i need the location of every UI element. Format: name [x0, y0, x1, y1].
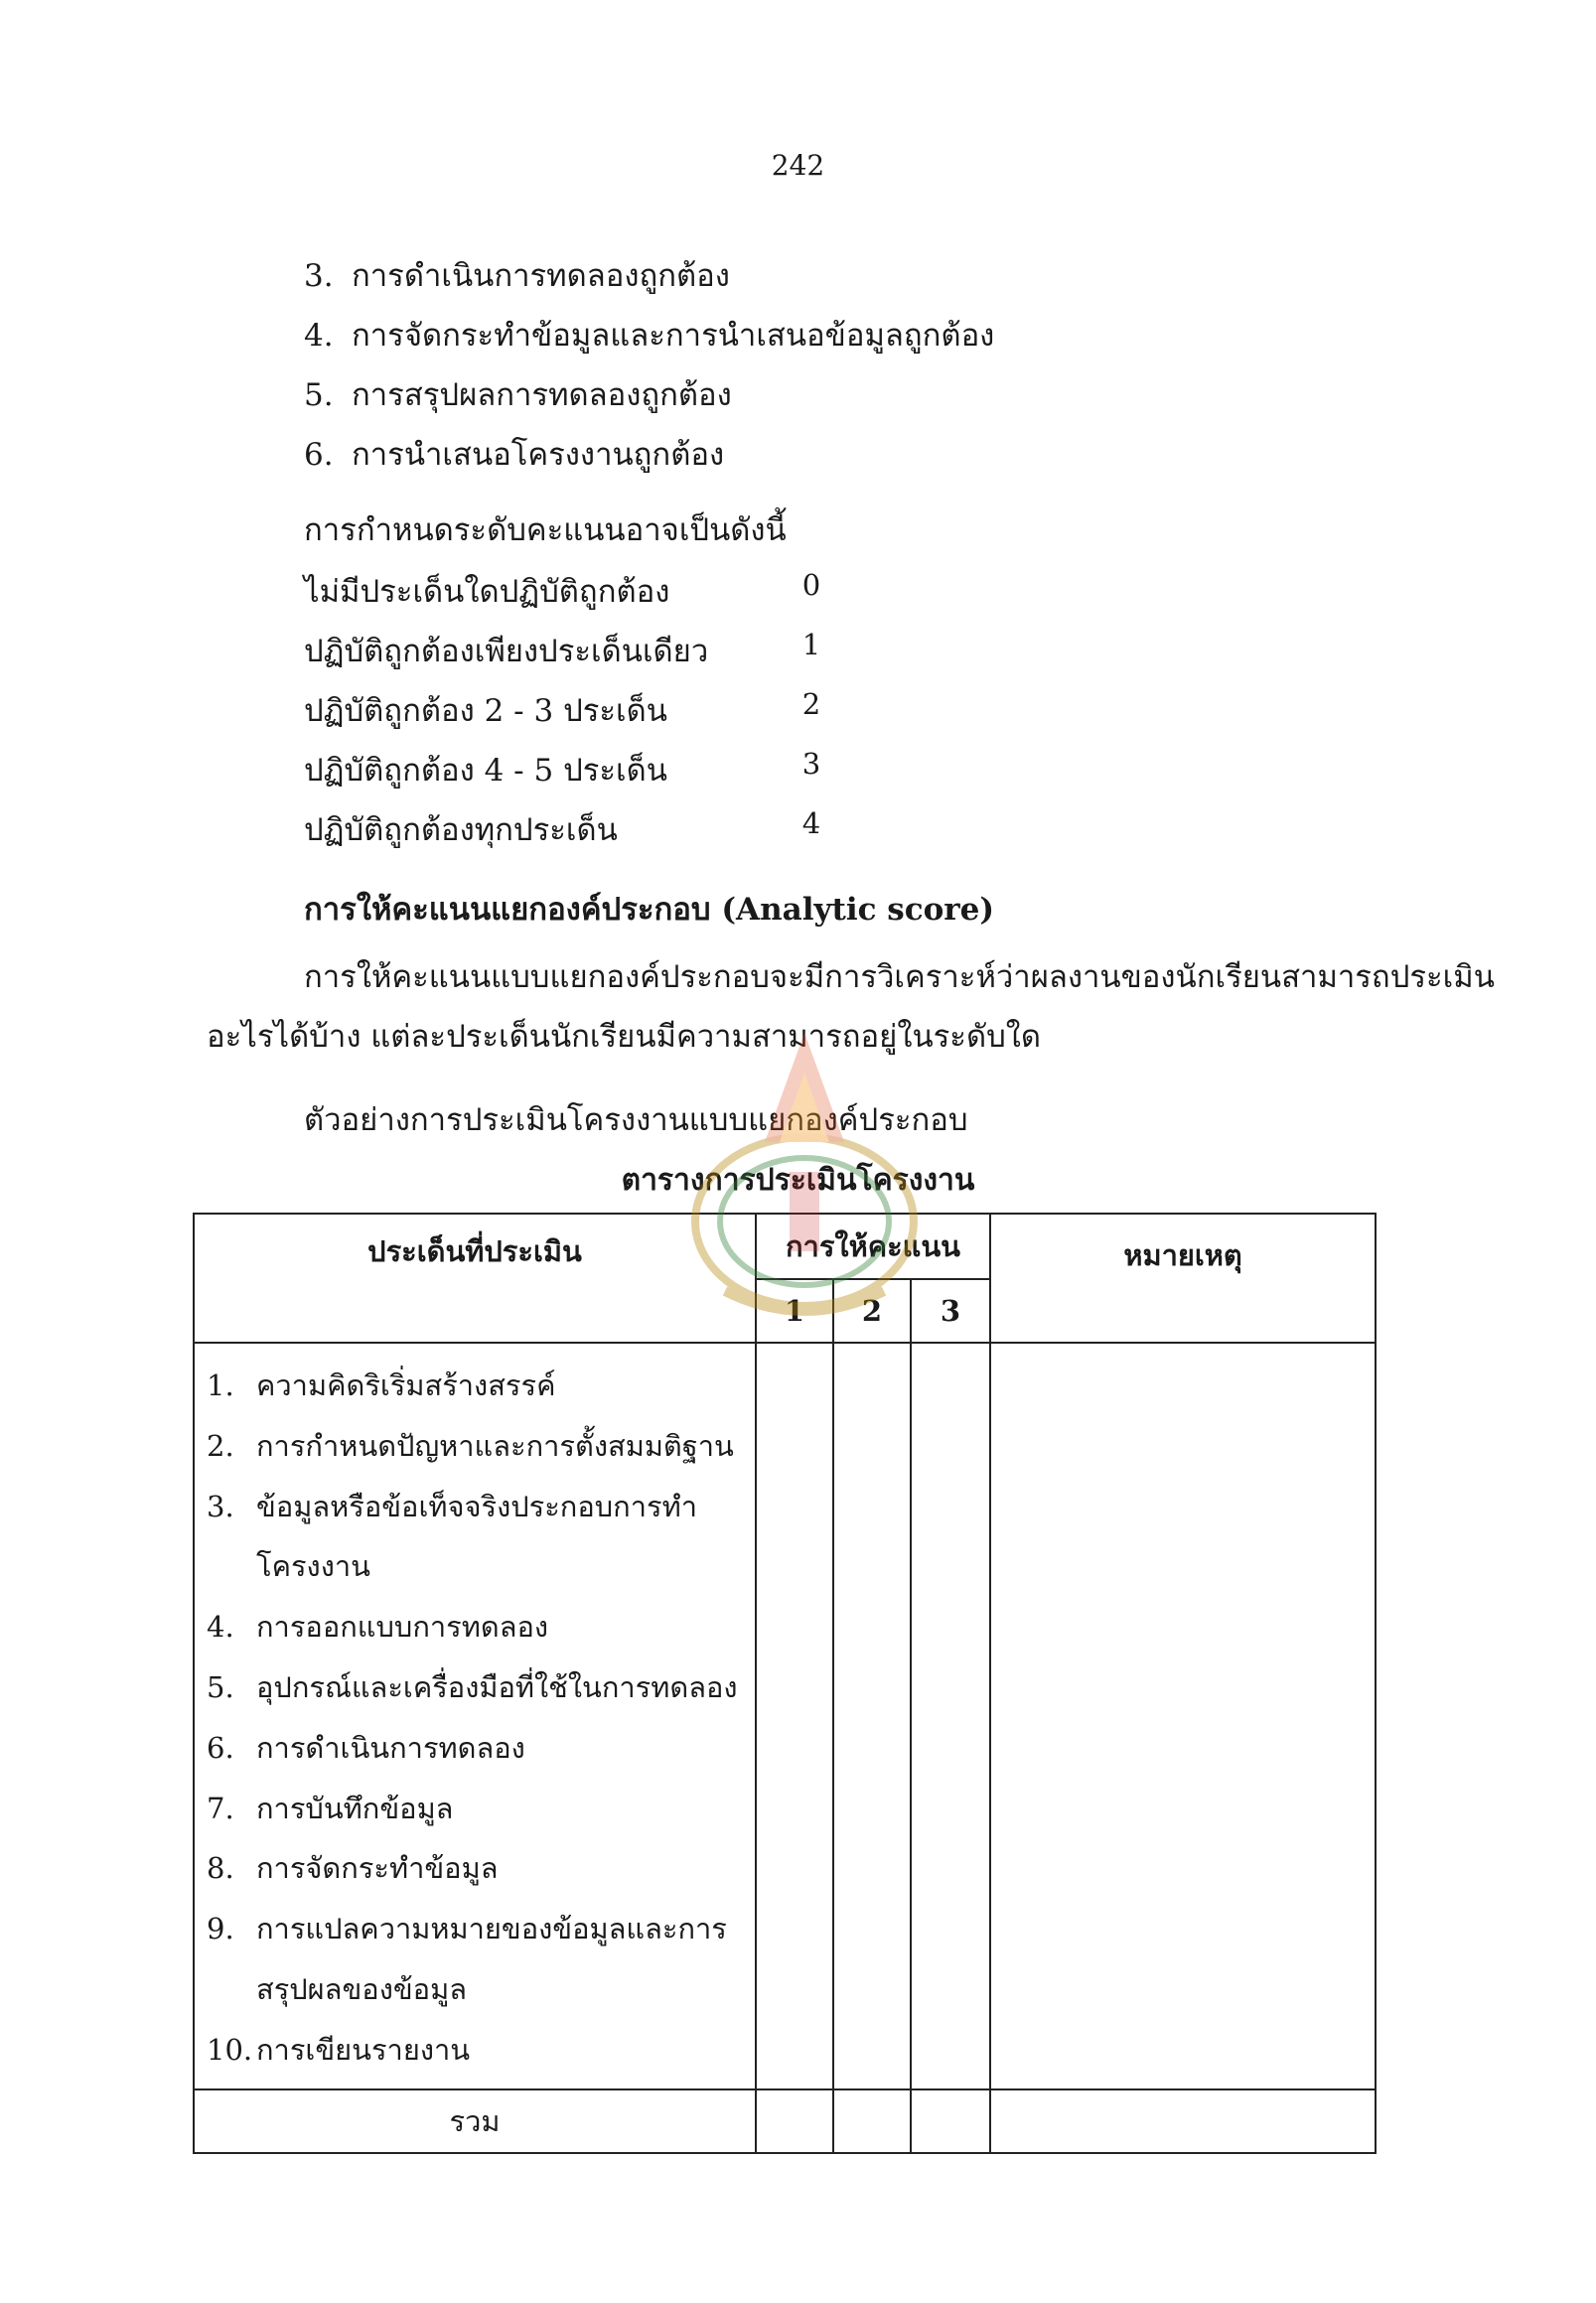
header-score-3: 3	[911, 1279, 990, 1343]
total-label: รวม	[194, 2089, 756, 2153]
score-cell[interactable]	[911, 1343, 990, 2089]
score-level-value: 2	[801, 687, 821, 721]
table-total-row	[194, 2089, 1376, 2153]
page-number: 242	[771, 149, 825, 182]
table-item	[207, 1416, 755, 1477]
score-cell[interactable]	[833, 1343, 911, 2089]
item-text: การแปลความหมายของข้อมูลและการ	[256, 1912, 727, 1946]
total-score-cell[interactable]	[756, 2089, 833, 2153]
item-text: การออกแบบการทดลอง	[256, 1610, 549, 1645]
item-text: อุปกรณ์และเครื่องมือที่ใช้ในการทดลอง	[256, 1669, 738, 1704]
list-number: 6.	[304, 437, 334, 473]
analytic-heading: การให้คะแนนแยกองค์ประกอบ (Analytic score)	[304, 892, 995, 928]
item-number: 2.	[207, 1428, 234, 1463]
list-number: 5.	[304, 377, 334, 413]
item-text: ข้อมูลหรือข้อเท็จจริงประกอบการทำ	[256, 1489, 697, 1523]
example-heading: ตัวอย่างการประเมินโครงงานแบบแยกองค์ประกอบ	[304, 1102, 968, 1138]
score-level-label: ปฏิบัติถูกต้องทุกประเด็น	[304, 812, 618, 848]
item-number: 7.	[207, 1791, 234, 1825]
list-number: 4.	[304, 318, 334, 354]
header-score-2: 2	[833, 1279, 911, 1343]
analytic-paragraph-line1: การให้คะแนนแบบแยกองค์ประกอบจะมีการวิเคราะห์ว่าผลงานของนักเรียนสามารถประเมิน	[304, 959, 1495, 995]
table-item	[207, 1718, 755, 1779]
list-text: การจัดกระทำข้อมูลและการนำเสนอข้อมูลถูกต้อง	[352, 318, 995, 354]
table-item	[207, 1899, 755, 1959]
score-levels-heading: การกำหนดระดับคะแนนอาจเป็นดังนี้	[304, 512, 787, 548]
remarks-cell[interactable]	[990, 1343, 1376, 2089]
project-evaluation-table	[193, 1213, 1377, 2154]
score-level-label: ปฏิบัติถูกต้องเพียงประเด็นเดียว	[304, 634, 709, 669]
item-text: การจัดกระทำข้อมูล	[256, 1851, 499, 1886]
table-item	[207, 2020, 755, 2081]
item-number: 1.	[207, 1368, 234, 1402]
item-number: 5.	[207, 1669, 234, 1704]
score-cell[interactable]	[756, 1343, 833, 2089]
item-text: การเขียนรายงาน	[256, 2032, 471, 2067]
item-number: 9.	[207, 1912, 234, 1946]
table-item	[207, 1657, 755, 1718]
item-text: การกำหนดปัญหาและการตั้งสมมติฐาน	[256, 1428, 734, 1463]
criteria-list-item	[304, 369, 732, 419]
score-level-label: ไม่มีประเด็นใดปฏิบัติถูกต้อง	[304, 574, 670, 610]
item-number: 10.	[207, 2032, 253, 2067]
item-text: ความคิดริเริ่มสร้างสรรค์	[256, 1368, 556, 1402]
analytic-paragraph-line2: อะไรได้บ้าง แต่ละประเด็นนักเรียนมีความสามารถอยู่ในระดับใด	[207, 1019, 1042, 1055]
list-text: การสรุปผลการทดลองถูกต้อง	[352, 377, 732, 413]
list-text: การนำเสนอโครงงานถูกต้อง	[352, 437, 725, 473]
table-header-row	[194, 1214, 1376, 1279]
score-level-label: ปฏิบัติถูกต้อง 2 - 3 ประเด็น	[304, 693, 667, 729]
table-row	[194, 1343, 1376, 2089]
total-score-cell[interactable]	[833, 2089, 911, 2153]
header-criteria: ประเด็นที่ประเมิน	[194, 1214, 756, 1343]
header-scoring: การให้คะแนน	[756, 1214, 990, 1279]
item-number: 6.	[207, 1730, 234, 1765]
table-item	[207, 1356, 755, 1416]
table-caption: ตารางการประเมินโครงงาน	[621, 1163, 975, 1198]
header-score-1: 1	[756, 1279, 833, 1343]
item-text: การดำเนินการทดลอง	[256, 1730, 525, 1765]
score-level-value: 1	[801, 628, 821, 661]
item-number: 3.	[207, 1489, 234, 1523]
table-item	[207, 1597, 755, 1657]
score-level-value: 0	[801, 568, 821, 602]
table-item-continuation: สรุปผลของข้อมูล	[256, 1971, 467, 2006]
table-item	[207, 1838, 755, 1899]
list-number: 3.	[304, 258, 334, 294]
score-level-value: 4	[801, 806, 821, 840]
table-item-continuation: โครงงาน	[256, 1549, 370, 1584]
item-number: 4.	[207, 1610, 234, 1645]
item-text: การบันทึกข้อมูล	[256, 1791, 454, 1825]
criteria-items-cell	[194, 1343, 756, 2089]
total-score-cell[interactable]	[911, 2089, 990, 2153]
list-text: การดำเนินการทดลองถูกต้อง	[352, 258, 730, 294]
criteria-list-item	[304, 310, 994, 360]
item-number: 8.	[207, 1851, 234, 1886]
header-remarks: หมายเหตุ	[990, 1214, 1376, 1343]
criteria-list-item	[304, 250, 730, 300]
score-level-label: ปฏิบัติถูกต้อง 4 - 5 ประเด็น	[304, 753, 667, 789]
table-item	[207, 1779, 755, 1839]
criteria-list-item	[304, 429, 724, 479]
total-remarks-cell[interactable]	[990, 2089, 1376, 2153]
table-item	[207, 1477, 755, 1537]
score-level-value: 3	[801, 747, 821, 781]
